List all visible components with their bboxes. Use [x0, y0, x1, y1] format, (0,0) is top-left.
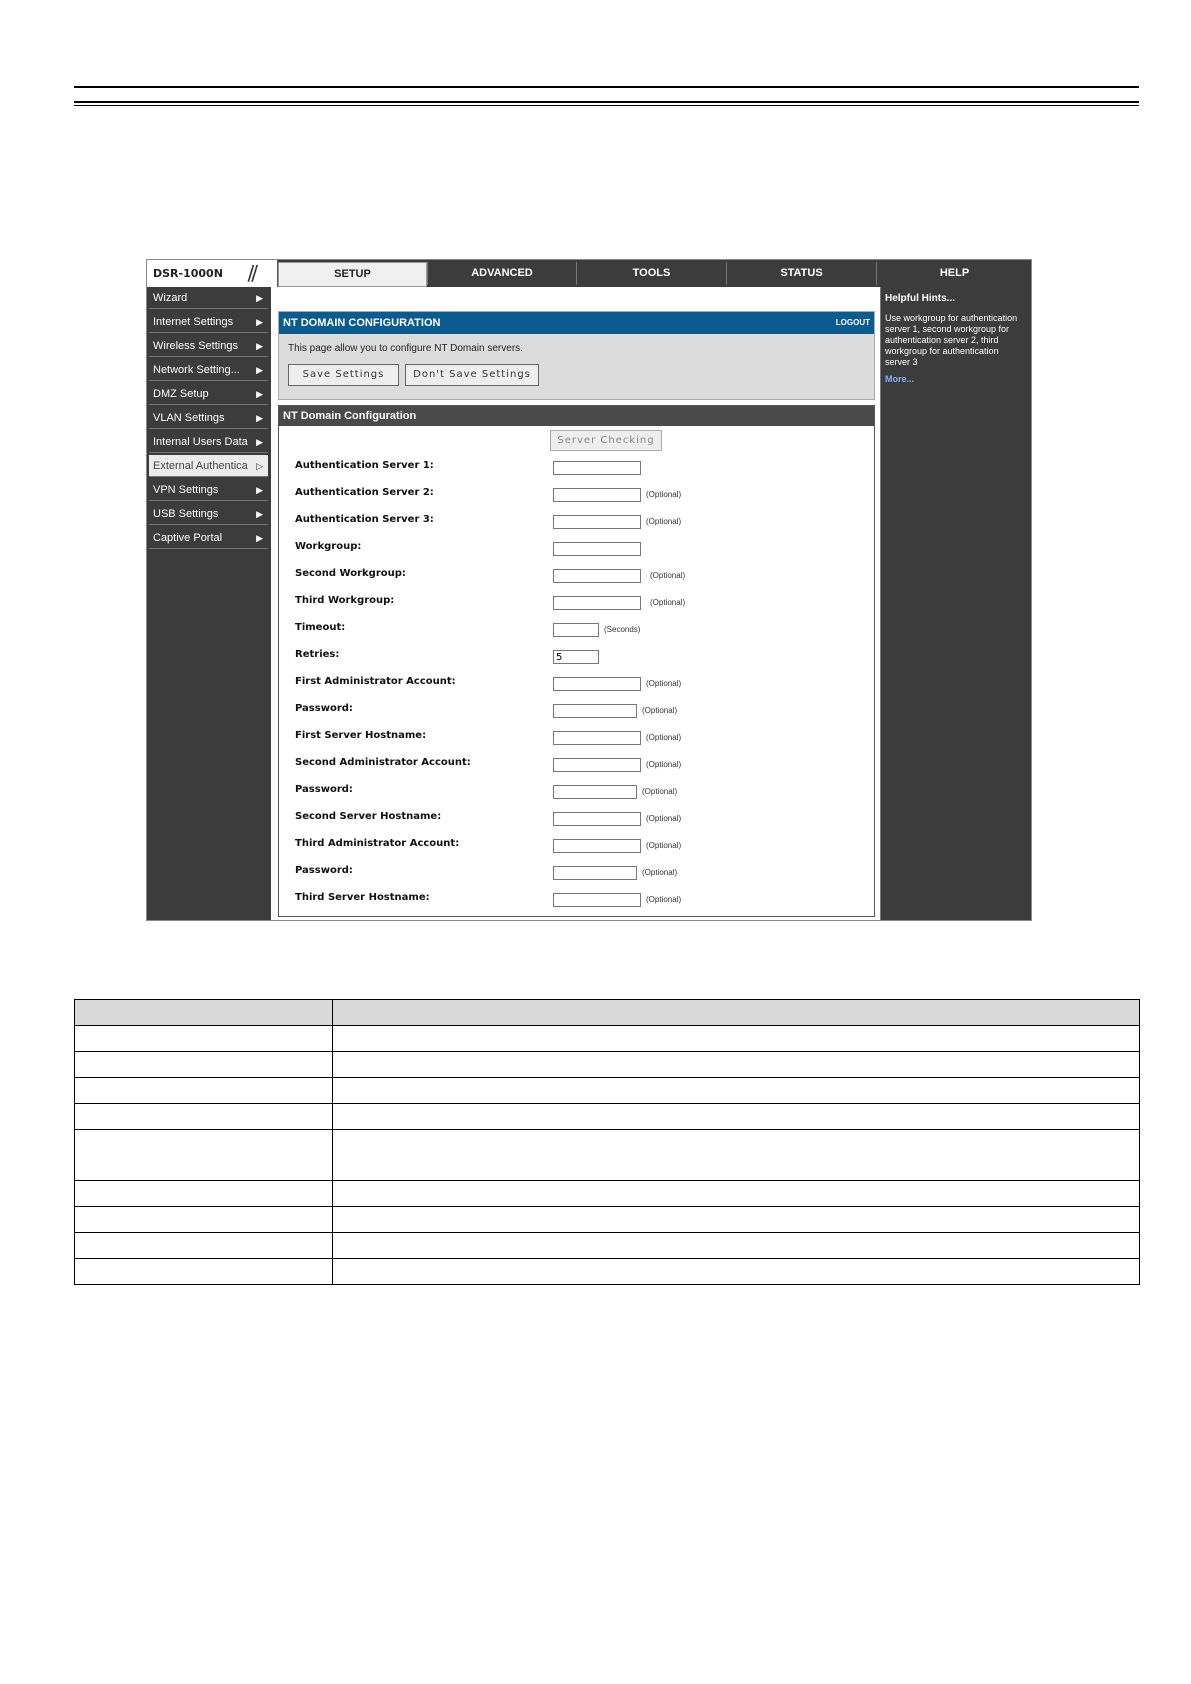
table-cell [75, 1130, 333, 1181]
timeout-input[interactable] [553, 623, 599, 637]
panel-title: NT DOMAIN CONFIGURATION [283, 317, 441, 329]
sidebar-item-label: USB Settings [153, 508, 219, 520]
tab-setup[interactable]: SETUP [278, 262, 427, 287]
brand-logo [147, 260, 278, 287]
sidebar-item-label: External Authentica [153, 460, 248, 472]
header-double-rule-thin [74, 105, 1139, 106]
chevron-right-icon: ▶ [256, 509, 263, 519]
router-screenshot [146, 259, 1032, 921]
field-label: Second Server Hostname: [295, 811, 442, 822]
first-admin-account-input[interactable] [553, 677, 641, 691]
field-label: Second Workgroup: [295, 568, 406, 579]
sidebar-item-external-authentication[interactable] [149, 455, 268, 477]
tab-status[interactable]: STATUS [726, 262, 876, 285]
auth-server-1-input[interactable] [553, 461, 641, 475]
field-label: Third Administrator Account: [295, 838, 460, 849]
chevron-right-icon: ▶ [256, 413, 263, 423]
table-row [75, 1052, 1140, 1078]
table-header-row [75, 1000, 1140, 1026]
table-cell [333, 1078, 1140, 1104]
sidebar [147, 287, 270, 551]
chevron-right-icon: ▶ [256, 485, 263, 495]
tab-tools[interactable]: TOOLS [576, 262, 726, 285]
section-title: NT Domain Configuration [279, 406, 874, 426]
sidebar-item-label: Internet Settings [153, 316, 234, 328]
sidebar-item-network-setting[interactable] [149, 359, 268, 381]
field-label: Workgroup: [295, 541, 362, 552]
sidebar-item-captive-portal[interactable] [149, 527, 268, 549]
optional-note: (Optional) [646, 490, 682, 499]
sidebar-item-vpn-settings[interactable] [149, 479, 268, 501]
tab-advanced[interactable]: ADVANCED [427, 262, 576, 285]
third-admin-account-input[interactable] [553, 839, 641, 853]
sidebar-item-label: Wireless Settings [153, 340, 238, 352]
sidebar-item-wizard[interactable] [149, 287, 268, 309]
table-cell [75, 1052, 333, 1078]
brand-slashes-icon: // [247, 261, 255, 285]
logout-link[interactable]: LOGOUT [835, 318, 870, 327]
second-admin-account-input[interactable] [553, 758, 641, 772]
sidebar-item-label: Internal Users Data [153, 436, 248, 448]
field-label: Third Server Hostname: [295, 892, 430, 903]
table-cell [333, 1207, 1140, 1233]
optional-note: (Optional) [646, 841, 682, 850]
table-cell [75, 1026, 333, 1052]
optional-note: (Optional) [646, 895, 682, 904]
table-cell [333, 1104, 1140, 1130]
table-row [75, 1104, 1140, 1130]
field-label: First Administrator Account: [295, 676, 456, 687]
table-row [75, 1207, 1140, 1233]
retries-input[interactable]: 5 [553, 650, 599, 664]
sidebar-item-label: Captive Portal [153, 532, 223, 544]
chevron-right-icon: ▶ [256, 437, 263, 447]
help-text: Use workgroup for authentication server 1, second workgroup for authentication server 2, third workgroup for authentication server 3 [885, 313, 1018, 367]
table-row [75, 1026, 1140, 1052]
save-settings-button[interactable]: Save Settings [288, 364, 399, 386]
second-server-hostname-input[interactable] [553, 812, 641, 826]
sidebar-item-dmz-setup[interactable] [149, 383, 268, 405]
chevron-right-icon: ▶ [256, 533, 263, 543]
server-checking-button[interactable]: Server Checking [550, 430, 662, 451]
auth-server-2-input[interactable] [553, 488, 641, 502]
help-more-link[interactable]: More... [885, 374, 915, 384]
sidebar-item-label: Wizard [153, 292, 188, 304]
table-cell [75, 1104, 333, 1130]
optional-note: (Optional) [646, 814, 682, 823]
sidebar-item-wireless-settings[interactable] [149, 335, 268, 357]
auth-server-3-input[interactable] [553, 515, 641, 529]
table-cell [333, 1026, 1140, 1052]
chevron-right-icon: ▶ [256, 365, 263, 375]
optional-note: (Optional) [642, 706, 678, 715]
field-label: Authentication Server 3: [295, 514, 434, 525]
sidebar-item-internet-settings[interactable] [149, 311, 268, 333]
header-rule [74, 86, 1139, 88]
table-cell [333, 1233, 1140, 1259]
sidebar-item-internal-users-data[interactable] [149, 431, 268, 453]
third-server-hostname-input[interactable] [553, 893, 641, 907]
chevron-right-icon: ▶ [256, 389, 263, 399]
optional-note: (Optional) [650, 571, 686, 580]
table-cell [333, 1052, 1140, 1078]
field-label: Password: [295, 784, 353, 795]
table-cell [333, 1259, 1140, 1285]
third-password-input[interactable] [553, 866, 637, 880]
first-password-input[interactable] [553, 704, 637, 718]
sidebar-item-label: VPN Settings [153, 484, 219, 496]
table-header-cell [333, 1000, 1140, 1026]
chevron-right-outline-icon: ▷ [256, 461, 263, 471]
table-row [75, 1181, 1140, 1207]
optional-note: (Optional) [642, 868, 678, 877]
table-cell [333, 1181, 1140, 1207]
table-row [75, 1233, 1140, 1259]
field-label: Timeout: [295, 622, 346, 633]
panel-description: This page allow you to configure NT Domain servers. [288, 343, 523, 354]
nt-domain-form [278, 405, 875, 917]
table-row [75, 1259, 1140, 1285]
second-password-input[interactable] [553, 785, 637, 799]
workgroup-input[interactable] [553, 542, 641, 556]
optional-note: (Optional) [642, 787, 678, 796]
field-label: Password: [295, 865, 353, 876]
tab-help[interactable]: HELP [876, 262, 1032, 285]
brand-text: DSR-1000N [153, 267, 223, 280]
field-label: Third Workgroup: [295, 595, 395, 606]
sidebar-item-label: Network Setting... [153, 364, 240, 376]
dont-save-settings-button[interactable]: Don't Save Settings [405, 364, 539, 386]
seconds-note: (Seconds) [604, 625, 641, 634]
table-cell [75, 1233, 333, 1259]
optional-note: (Optional) [646, 679, 682, 688]
table-cell [333, 1130, 1140, 1181]
third-workgroup-input[interactable] [553, 596, 641, 610]
table-row [75, 1130, 1140, 1181]
table-cell [75, 1259, 333, 1285]
field-description-table [74, 999, 1140, 1285]
help-panel [880, 287, 1032, 920]
table-cell [75, 1207, 333, 1233]
optional-note: (Optional) [646, 517, 682, 526]
top-nav [147, 260, 1031, 287]
chevron-right-icon: ▶ [256, 317, 263, 327]
field-label: Password: [295, 703, 353, 714]
optional-note: (Optional) [650, 598, 686, 607]
sidebar-item-vlan-settings[interactable] [149, 407, 268, 429]
main-content [271, 287, 880, 920]
sidebar-item-label: DMZ Setup [153, 388, 209, 400]
optional-note: (Optional) [646, 760, 682, 769]
optional-note: (Optional) [646, 733, 682, 742]
table-cell [75, 1181, 333, 1207]
help-title: Helpful Hints... [885, 293, 955, 304]
field-label: First Server Hostname: [295, 730, 427, 741]
field-label: Authentication Server 1: [295, 460, 434, 471]
sidebar-item-label: VLAN Settings [153, 412, 225, 424]
header-double-rule [74, 101, 1139, 103]
config-panel [278, 311, 875, 400]
field-label: Second Administrator Account: [295, 757, 471, 768]
second-workgroup-input[interactable] [553, 569, 641, 583]
table-cell [75, 1078, 333, 1104]
sidebar-item-usb-settings[interactable] [149, 503, 268, 525]
field-label: Retries: [295, 649, 340, 660]
chevron-right-icon: ▶ [256, 341, 263, 351]
first-server-hostname-input[interactable] [553, 731, 641, 745]
field-label: Authentication Server 2: [295, 487, 434, 498]
table-header-cell [75, 1000, 333, 1026]
panel-header [279, 312, 874, 334]
chevron-right-icon: ▶ [256, 293, 263, 303]
table-row [75, 1078, 1140, 1104]
